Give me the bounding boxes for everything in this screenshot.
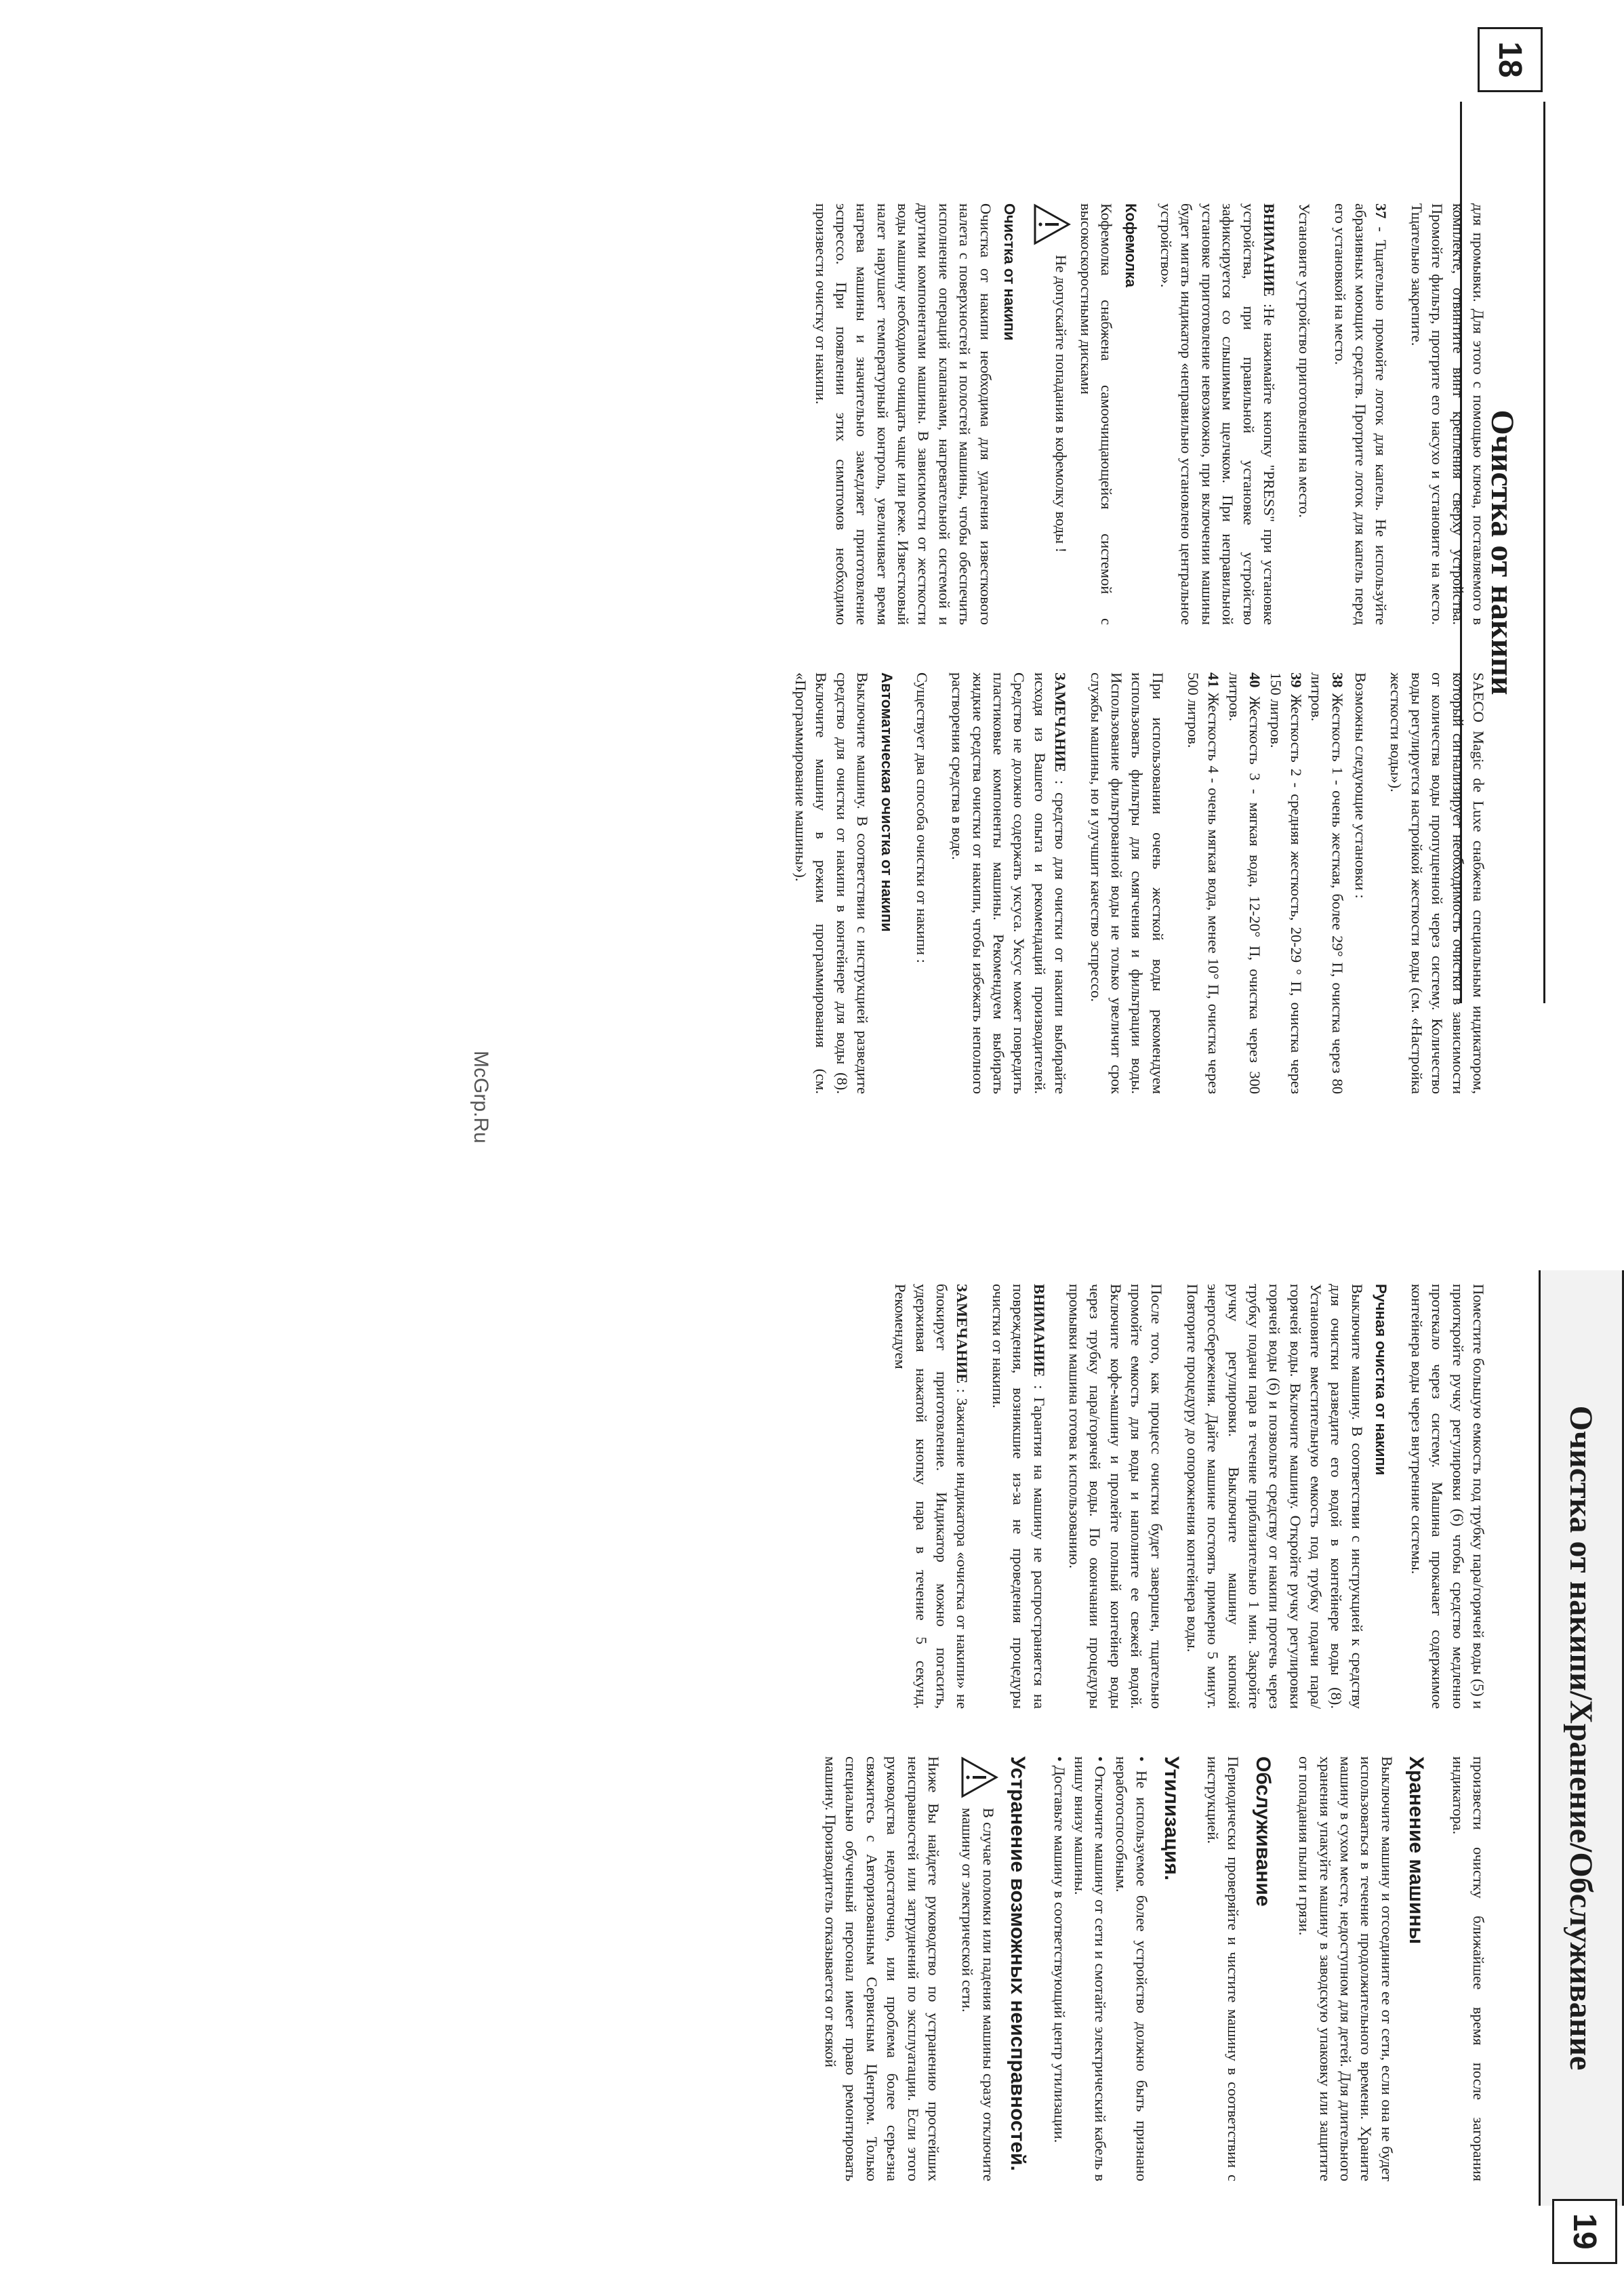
warning-triangle-icon (960, 1756, 998, 1798)
step-text: Жесткость 4 - очень мягкая вода, менее 10° П, очистка через 500 литров. (1185, 672, 1223, 1094)
paragraph: При использовании очень жесткой воды рекомендуем использовать фильтры для смягчения и фильтрации воды. Использование фильтрованной воды не только увеличит срок службы машины, но и улучшит качество эспрессо. (1087, 672, 1166, 1094)
section-heading: Утилизация. (1160, 1756, 1183, 1881)
column-1 (0, 1284, 1488, 1709)
paragraph: произвести очистку ближайшее время после загорания индикатора. (1449, 1756, 1487, 2181)
page-19 (0, 1142, 1624, 2283)
page-header (1460, 102, 1545, 1003)
paragraph: Выключите машину и отсоедините ее от сети, если она не будет использоваться в течение продолжительного времени. Храните машину в сухом месте, недоступном для детей. Для длительного хранения упакуйте машину в заводскую упаковку или защитите от попадания пыли и грязи. (1296, 1756, 1396, 2181)
paragraph: Выключите машину. В соответствии с инструкцией разведите средство для очистки от накипи в контейнере для воды (8). Включите машину в режим программирования (см. «Программирование машины»). (792, 672, 871, 1094)
paragraph (1156, 203, 1279, 625)
warning-note (1033, 203, 1071, 625)
warning-text: В случае поломки или падения машины сразу отключите машину от электрической сети. (959, 1808, 997, 2181)
watermark: McGrp.Ru (470, 1051, 492, 1144)
warning-label: ВНИМАНИЕ (1261, 203, 1278, 297)
list-item: • Не используемое более устройство должно быть признано неработоспособным. (1112, 1756, 1151, 2181)
section-heading: Автоматическая очистка от накипи (878, 672, 895, 932)
page-title: Очистка от накипи/Хранение/Обслуживание (1563, 1405, 1600, 2071)
section-heading: Хранение машины (1405, 1756, 1428, 1945)
paragraph: Установите устройство приготовления на место. (1296, 203, 1314, 518)
paragraph: Кофемолка снабжена самоочищающейся системой с высокоскоростными дисками (1077, 203, 1116, 625)
section-heading: Обслуживание (1251, 1756, 1274, 1907)
column-2 (0, 672, 1488, 1094)
step-text: Жесткость 1 - очень жесткая, более 29° П, очистка через 80 литров. (1308, 672, 1346, 1094)
warning-text: Не допускайте попадания в кофемолку воды ! (1053, 255, 1070, 553)
step-number: 39 (1288, 672, 1305, 688)
paragraph: Очистка от накипи необходима для удаления известкового налета с поверхностей и полостей машины, чтобы обеспечить исполнение операций клапанами, нагревательной системой и другими компонентами машины. В зависимости от жесткости воды машину необходимо очищать чаще или реже. Известковый налет нарушает температурный контроль, увеличивает время нагрева машины и значительно замедляет приготовление эспрессо. При появлении этих симптомов необходимо произвести очистку от накипи. (812, 203, 994, 625)
column-2 (0, 1756, 1488, 2181)
text-columns (0, 203, 1549, 1094)
hardness-setting (1265, 672, 1306, 1094)
paragraph: Выключите машину. В соответствии с инструкцией к средству для очистки разведите его водой в контейнере воды (8). Установите вместительную емкость под трубку подачи пара/горячей воды. Включите машину. Откройте ручку регулировки горячей воды (6) и позвольте средству от накипи протечь через трубку подачи пара в течение приблизительно 1 мин. Закройте ручку регулировки. Выключите машину кнопкой энергосбережения. Дайте машине постоять примерно 5 минут. Повторите процедуру до опорожнения контейнера воды. (1183, 1284, 1366, 1709)
step-number: 37 (1373, 203, 1390, 219)
paragraph: SAECO Magic de Luxe снабжена специальным индикатором, который сигнализирует необходимость очистки в зависимости от количества воды пропущенной через систему. Количество воды регулируется настройкой жесткости воды (см. «Настройка жесткости воды»). (1387, 672, 1487, 1094)
list-item: • Отключите машину от сети и смотайте электрический кабель в нишу внизу машины. (1072, 1756, 1110, 2181)
paragraph: Периодически проверяйте и чистите машину в соответствии с инструкцией. (1204, 1756, 1242, 2181)
paragraph (1329, 203, 1391, 625)
warning-label: ВНИМАНИЕ (1030, 1284, 1048, 1377)
step-text: Жесткость 2 - средняя жесткость, 20-29 ° П, очистка через 150 литров. (1267, 672, 1305, 1094)
paragraph: Ниже Вы найдете руководство по устранению простейших неисправностей или затруднений по эксплуатации. Если этого руководства недостаточно, или проблема более серьезна свяжитесь с Авторизованным Сервисным Центром. Только специально обученный персонал имеет право ремонтировать машину. Производитель отказывается от всякой (822, 1756, 942, 2181)
section-heading: Ручная очистка от накипи (1373, 1284, 1390, 1476)
hardness-setting (1183, 672, 1224, 1094)
note-label: ЗАМЕЧАНИЕ (1052, 672, 1070, 773)
warning-text: : Гарантия на машину не распространяется на повреждения, возникшие из-за не проведения процедуры очистки от накипи. (989, 1284, 1048, 1709)
step-number: 38 (1328, 672, 1346, 688)
page-header (1539, 1270, 1624, 2206)
note-label: ЗАМЕЧАНИЕ (954, 1284, 971, 1384)
text-columns (0, 1284, 1529, 2181)
paragraph: После того, как процесс очистки будет завершен, тщательно промойте емкость для воды и наполните ее свежей водой. Включите кофе-машину и пролейте полный контейнер воды через трубку пара/горячей воды. По окончании процедуры промывки машина готова к использованию. (1065, 1284, 1166, 1709)
paragraph (890, 1284, 973, 1709)
note-text: : Зажигание индикатора «очистка от накипи» не блокирует приготовление. Индикатор можно погасить, удерживая нажатой кнопку пара в течение 5 секунд. Рекомендуем (892, 1284, 971, 1709)
paragraph: Возможны следующие установки : (1352, 672, 1370, 899)
paragraph (987, 1284, 1049, 1709)
hardness-setting (1306, 672, 1347, 1094)
step-text: Жесткость 3 - мягкая вода, 12-20° П, очистка через 300 литров. (1225, 672, 1264, 1094)
step-number: 41 (1205, 672, 1223, 688)
list-item: • Доставьте машину в соответствующий центр утилизации. (1051, 1756, 1068, 2143)
warning-triangle-icon (1033, 203, 1071, 245)
step-number: 40 (1246, 672, 1264, 688)
section-heading: Очистка от накипи (1001, 203, 1019, 341)
paragraph: Существует два способа очистки от накипи : (914, 672, 931, 963)
section-heading: Устранение возможных неисправностей. (1007, 1756, 1030, 2171)
warning-note (957, 1756, 998, 2181)
warning-text: :Не нажимайте кнопку "PRESS" при установке устройства, при правильной установке устройство зафиксируется со слышимым щелчком. При неправильной установке приготовление невозможно, при включении машины будет мигать индикатор «неправильно установлено центральное устройство». (1158, 203, 1278, 625)
paragraph (947, 672, 1070, 1094)
page-number: 18 (1478, 27, 1543, 92)
step-text: - Тщательно промойте лоток для капель. Не используйте абразивных моющих средств. Протрите лоток для капель перед его установкой на место. (1331, 203, 1390, 625)
page-number: 19 (1552, 2199, 1617, 2264)
column-1 (0, 203, 1488, 625)
paragraph: Поместите большую емкость под трубку пара/горячей воды (5) и приоткройте ручку регулировки (6) чтобы средство медленно протекало через систему. Машина прокачает содержимое контейнера воды через внутренние системы. (1408, 1284, 1487, 1709)
page-title: Очистка от накипи (1484, 409, 1521, 695)
paragraph: для промывки. Для этого с помощью ключа, поставляемого в комплекте, отвинтите винт крепления сверху устройства. Промойте фильтр, протрите его насухо и установите на место. Тщательно закрепите. (1408, 203, 1487, 625)
note-text: : средство для очистки от накипи выбирайте исходя из Вашего опыта и рекомендаций производителей. Средство не должно содержать уксуса. Уксус может повредить пластиковые компоненты машины. Рекомендуем выбирать жидкие средства очистки от накипи, чтобы избежать неполного растворения средства в воде. (949, 672, 1070, 1094)
hardness-setting (1224, 672, 1265, 1094)
section-heading: Кофемолка (1122, 203, 1139, 287)
